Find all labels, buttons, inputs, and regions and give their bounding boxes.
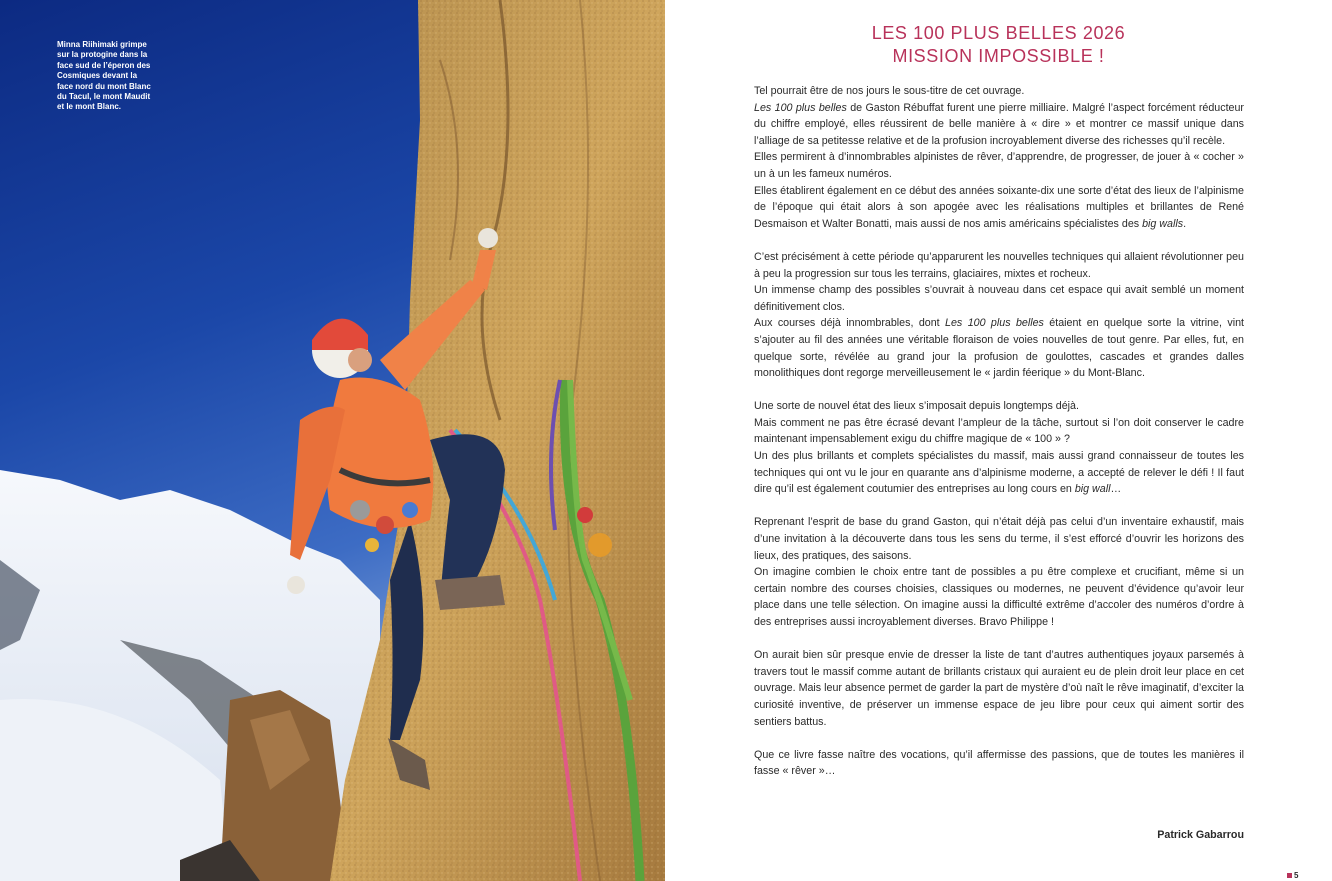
paragraph: Un immense champ des possibles s’ouvrait à nouveau dans cet espace qui avait semblé un moment définitivement clos. (754, 284, 1244, 313)
paragraph (754, 315, 1244, 381)
book-title: Les 100 plus belles (754, 101, 847, 114)
emphasis: big wall (1074, 483, 1111, 496)
page-number (1287, 871, 1298, 880)
book-title: Les 100 plus belles (945, 317, 1044, 330)
paragraph: Elles permirent à d’innombrables alpinistes de rêver, d’apprendre, de progresser, de jouer à « cocher » un à un les fameux numéros. (754, 151, 1244, 180)
article-title-line-2: MISSION IMPOSSIBLE ! (892, 46, 1105, 66)
climbing-photo-illustration (0, 0, 665, 881)
article-title-line-1: LES 100 PLUS BELLES 2026 (871, 23, 1126, 43)
paragraph: Une sorte de nouvel état des lieux s’imposait depuis longtemps déjà. (754, 400, 1079, 413)
paragraph-text: de Gaston Rébuffat furent une pierre milliaire. Malgré l’aspect forcément réducteur du chiffre employé, elles réussirent de belle manière à « dire » et montrer ce massif unique dans l’alliage de sa petitesse relative et de la profusion incroyablement diverse des richesses qu’il recèle. (754, 101, 1244, 147)
paragraph: On aurait bien sûr presque envie de dresser la liste de tant d’autres authentiques joyaux parsemés à travers tout le massif comme autant de brillants cristaux qui auraient eu de plein droit leur place en cet ouvrage. Mais leur absence permet de garder la part de mystère d’où naît le rêve imaginatif, d’exciter la curiosité inventive, de préserver un immense espace de jeu libre pour ceux qui aiment sortir des sentiers battus. (754, 649, 1244, 728)
paragraph-text: étaient en quelque sorte la vitrine, vint s’ajouter au fil des années une véritable floraison de voies nouvelles de tout genre. Par elles, fut, en quelque sorte, révélée au grand jour la profusion de goulottes, cascades et grandes dalles monolithiques dont regorge merveilleusement le « jardin féerique » du Mont-Blanc. (754, 317, 1244, 380)
paragraph: Reprenant l’esprit de base du grand Gaston, qui n’était déjà pas celui d’un inventaire exhaustif, mais d’une invitation à la découverte dans tous les sens du terme, il s’est efforcé d’ouvrir les horizons des lieux, des pratiques, des saisons. (754, 516, 1244, 562)
page-number-text: 5 (1294, 871, 1299, 880)
paragraph: On imagine combien le choix entre tant de possibles a pu être complexe et crucifiant, même si un certain nombre des courses choisies, classiques ou modernes, ne peuvent d’évidence qu’avoir leur place dans une telle sélection. On imagine aussi la difficulté extrême d’accoler des numéros d’ordre à des entreprises aussi incroyablement diverses. Bravo Philippe ! (754, 566, 1244, 628)
paragraph-text: … (1110, 483, 1122, 496)
paragraph (754, 100, 1244, 150)
paragraph: Tel pourrait être de nos jours le sous-titre de cet ouvrage. (754, 85, 1025, 97)
paragraph: C’est précisément à cette période qu’apparurent les nouvelles techniques qui allaient révolutionner peu à peu la progression sur tous les terrains, glaciaires, mixtes et rocheux. (754, 250, 1244, 280)
paragraph-text: Aux courses déjà innombrables, dont (754, 317, 946, 330)
paragraph-text: Un des plus brillants et complets spécialistes du massif, mais aussi grand connaisseur de toutes les techniques qui ont vu le jour en quarante ans d’alpinisme moderne, a accepté de relever le défi ! Il faut dire qu’il est également coutumier des entreprises au long cours en (754, 450, 1244, 496)
photo-caption: Minna Riihimaki grimpe sur la protogine dans la face sud de l’éperon des Cosmiques devant la face nord du mont Blanc du Tacul, le mont Maudit et le mont Blanc. (57, 40, 151, 112)
paragraph: Mais comment ne pas être écrasé devant l’ampleur de la tâche, surtout si l’on doit conserver le cadre maintenant impensablement exigu du chiffre magique de « 100 » ? (754, 416, 1244, 446)
square-marker-icon (1287, 873, 1292, 878)
text-page (665, 0, 1332, 881)
paragraph (754, 183, 1244, 233)
paragraph-text: . (1183, 217, 1187, 230)
emphasis: big walls (1142, 217, 1184, 230)
climbing-photo (0, 0, 665, 881)
paragraph: Que ce livre fasse naître des vocations, qu’il affermisse des passions, que de toutes les manières il fasse « rêver »… (754, 748, 1244, 778)
paragraph (754, 448, 1244, 498)
paragraph-text: Elles établirent également en ce début des années soixante-dix une sorte d’état des lieux de l’alpinisme de l’époque qui était alors à son apogée avec les réalisations multiples et brillantes de René Desmaison et Walter Bonatti, mais aussi de nos amis américains spécialistes des (754, 184, 1244, 230)
author-signature: Patrick Gabarrou (1157, 829, 1244, 841)
article-body (754, 83, 1244, 780)
